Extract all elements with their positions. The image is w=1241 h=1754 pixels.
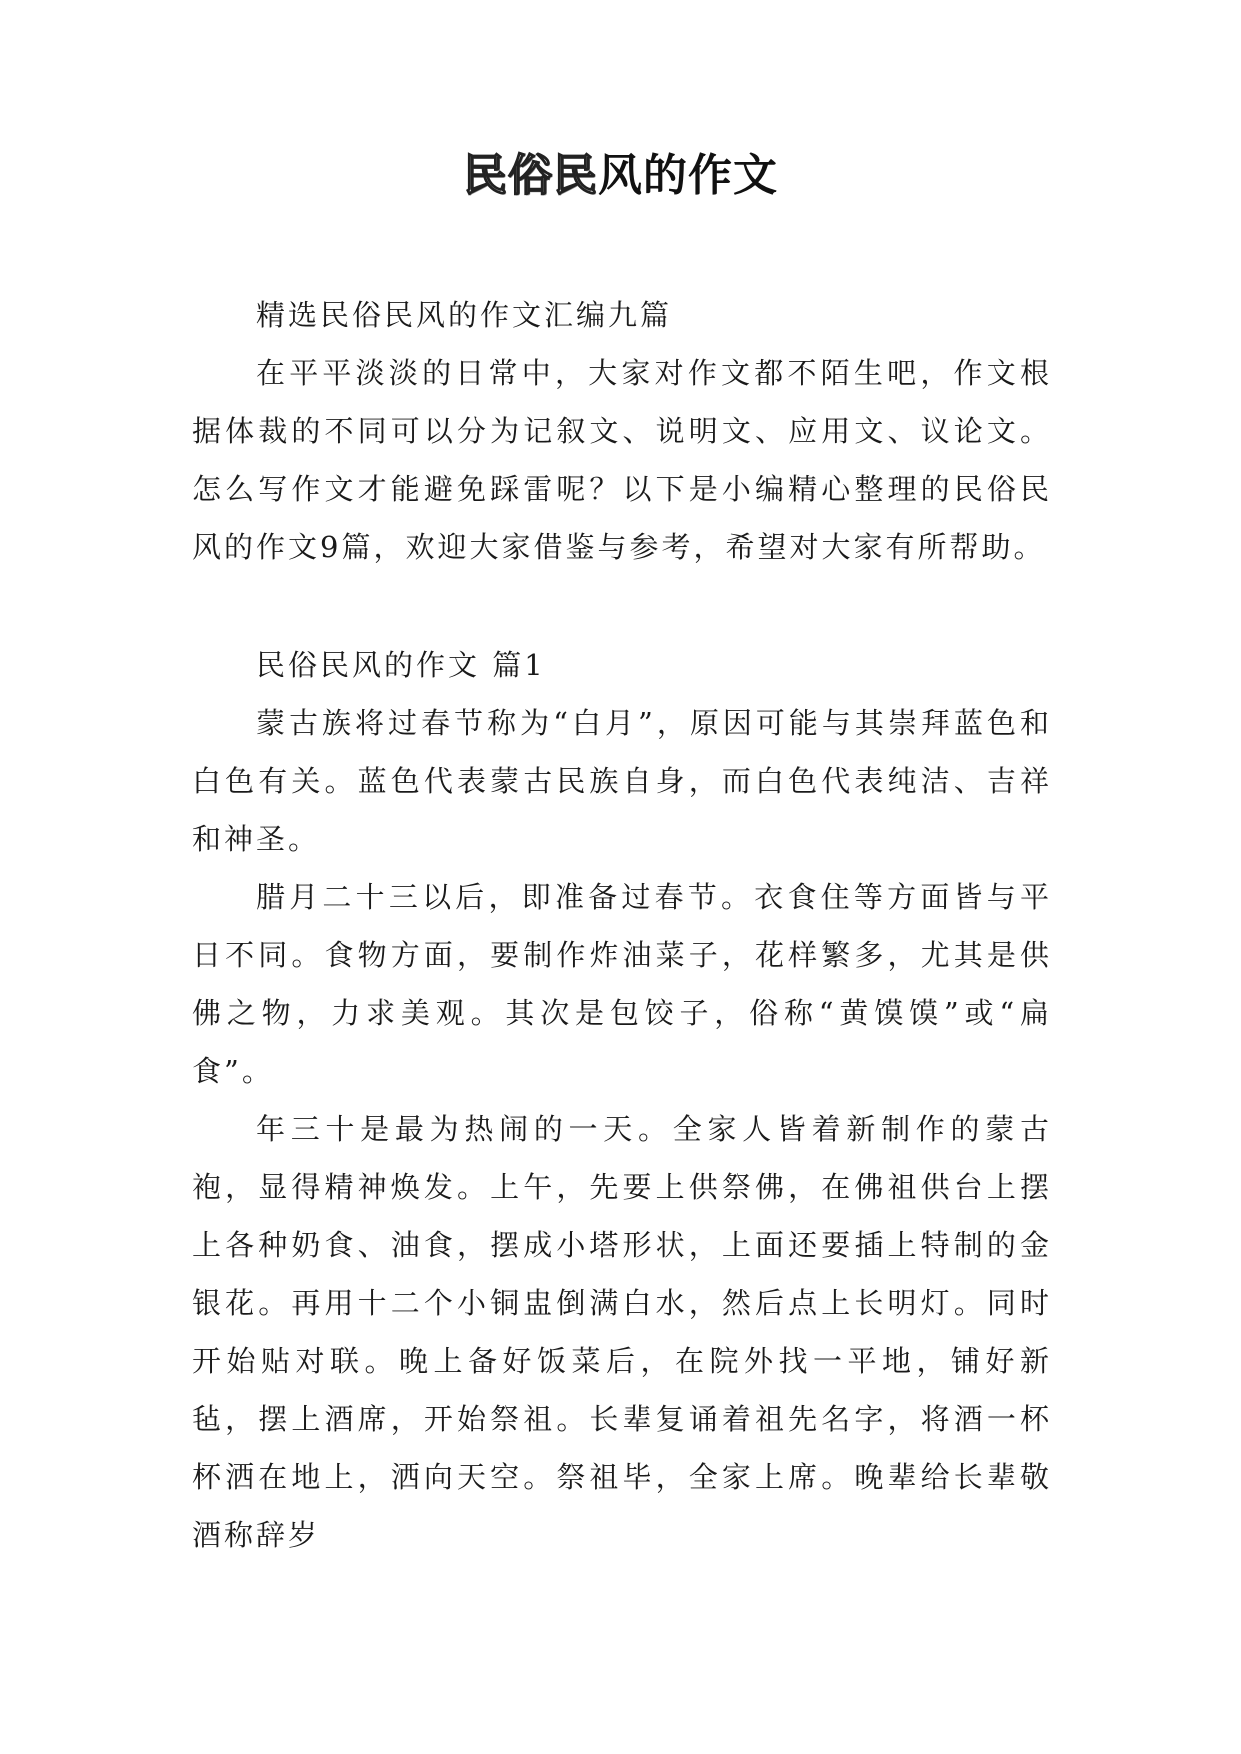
section-heading: 民俗民风的作文 篇1: [256, 648, 546, 682]
spacer: [192, 576, 1052, 636]
title-part-plain-2: 风的作文: [598, 150, 778, 201]
document-title: [0, 146, 1241, 206]
paragraph: 蒙古族将过春节称为“白月”，原因可能与其崇拜蓝色和白色有关。蓝色代表蒙古民族自身，而白色代表纯洁、吉祥和神圣。: [192, 706, 1052, 856]
document-body: [192, 286, 1052, 1564]
paragraph: 腊月二十三以后，即准备过春节。衣食住等方面皆与平日不同。食物方面，要制作炸油菜子，花样繁多，尤其是供佛之物，力求美观。其次是包饺子，俗称“黄馍馍”或“扁食”。: [192, 880, 1052, 1088]
title-part-outlined-2: 民: [553, 150, 598, 201]
intro-paragraph: 在平平淡淡的日常中，大家对作文都不陌生吧，作文根据体裁的不同可以分为记叙文、说明文、应用文、议论文。怎么写作文才能避免踩雷呢？以下是小编精心整理的民俗民风的作文9篇，欢迎大家借鉴与参考，希望对大家有所帮助。: [192, 356, 1052, 564]
title-part-outlined: 民俗: [463, 150, 553, 201]
subtitle: 精选民俗民风的作文汇编九篇: [256, 298, 673, 332]
paragraph: 年三十是最为热闹的一天。全家人皆着新制作的蒙古袍，显得精神焕发。上午，先要上供祭佛，在佛祖供台上摆上各种奶食、油食，摆成小塔形状，上面还要插上特制的金银花。再用十二个小铜盅倒满白水，然后点上长明灯。同时开始贴对联。晚上备好饭菜后，在院外找一平地，铺好新毡，摆上酒席，开始祭祖。长辈复诵着祖先名字，将酒一杯杯洒在地上，洒向天空。祭祖毕，全家上席。晚辈给长辈敬酒称辞岁: [192, 1112, 1052, 1552]
